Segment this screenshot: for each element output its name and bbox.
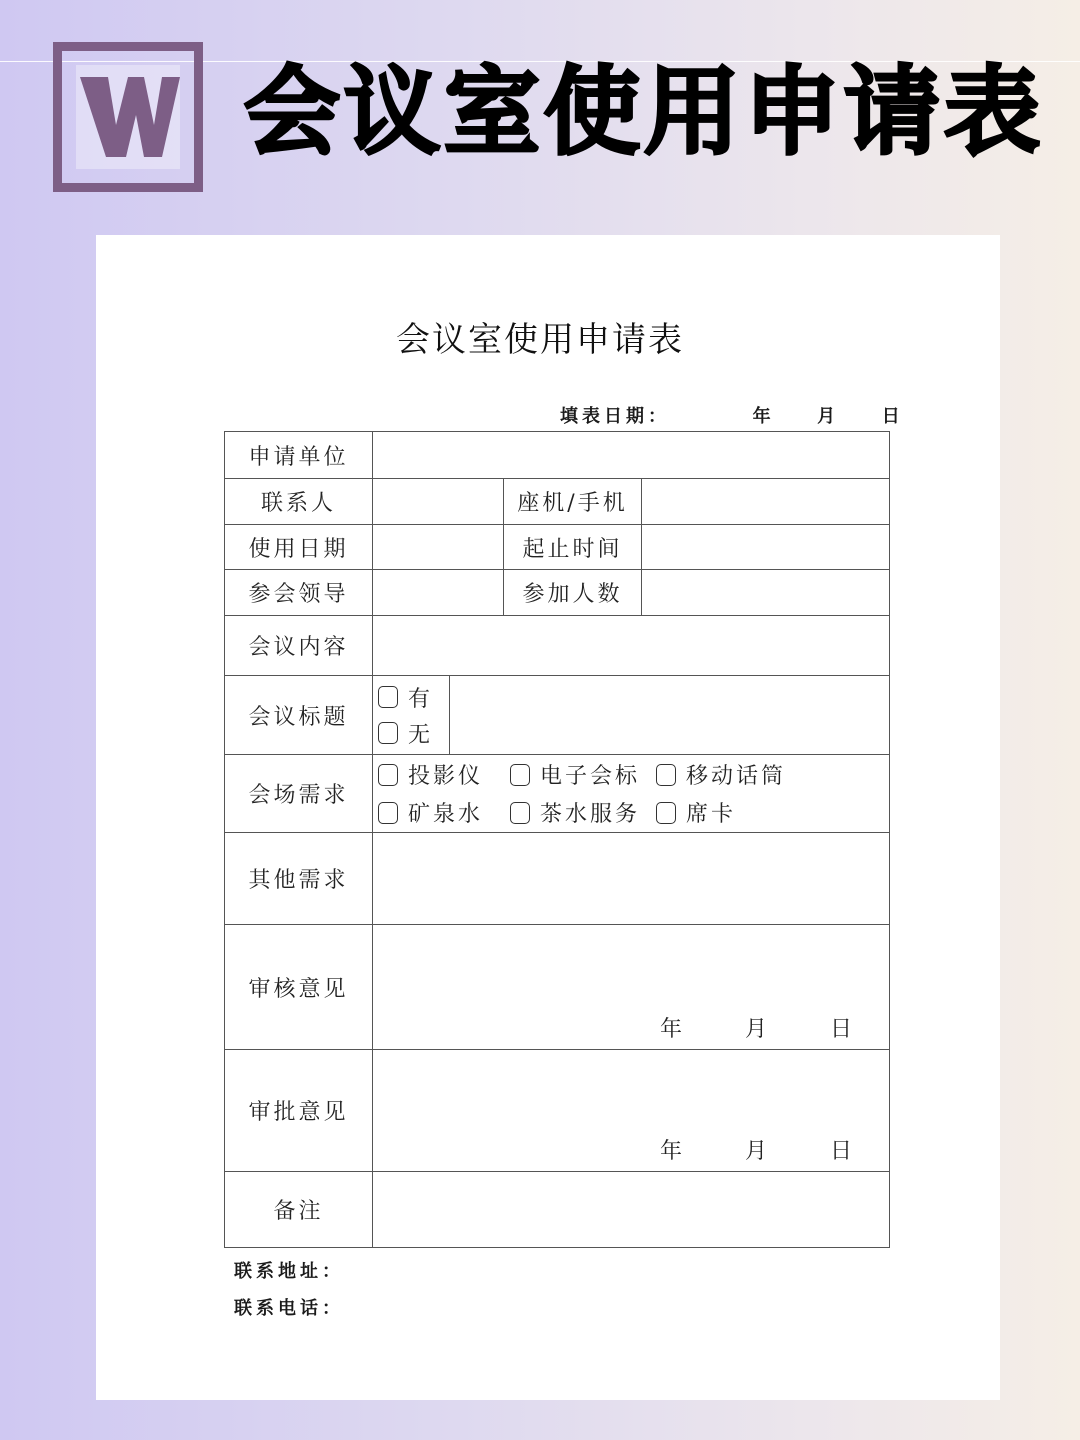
checkbox-icon[interactable] [378,722,398,744]
banner-title: 会议室使用申请表 [244,56,1044,168]
checkbox-icon[interactable] [510,802,530,824]
option-tea-service-label: 茶水服务 [540,802,641,827]
option-water[interactable] [378,797,510,828]
approval-date [660,1134,855,1165]
application-form [224,431,890,1248]
option-mobile-mic[interactable] [656,759,786,790]
review-date-year: 年 [659,1017,685,1042]
fill-date-day: 日 [881,406,904,427]
title-option-no[interactable] [378,715,449,751]
label-review-opinion: 审核意见 [225,925,373,1050]
word-logo-icon [53,42,203,192]
title-option-yes-label: 有 [408,686,434,712]
meeting-content-field[interactable] [373,616,890,676]
label-attendee-count: 参加人数 [504,570,642,616]
option-e-banner[interactable] [510,759,656,790]
label-other-needs: 其他需求 [225,833,373,925]
review-date [660,1012,855,1043]
fill-date-year: 年 [752,406,775,427]
label-approval-opinion: 审批意见 [225,1050,373,1172]
option-tea-service[interactable] [510,797,656,828]
approval-date-year: 年 [659,1139,685,1164]
label-contact-person: 联系人 [225,479,373,525]
checkbox-icon[interactable] [378,802,398,824]
attendee-count-field[interactable] [642,570,890,616]
remarks-field[interactable] [373,1172,890,1248]
option-mobile-mic-label: 移动话筒 [686,764,787,789]
footer-phone-label: 联系电话： [234,1298,344,1319]
fill-date-month: 月 [817,406,840,427]
meeting-title-field[interactable] [450,676,889,754]
option-projector[interactable] [378,759,510,790]
checkbox-icon[interactable] [656,764,676,786]
title-option-yes[interactable] [378,679,449,715]
document-title: 会议室使用申请表 [396,320,684,360]
label-meeting-content: 会议内容 [225,616,373,676]
approval-date-month: 月 [744,1139,770,1164]
approval-opinion-field[interactable] [373,1050,890,1172]
footer-address-label: 联系地址： [234,1261,344,1282]
label-meeting-title: 会议标题 [225,676,373,755]
leaders-field[interactable] [373,570,504,616]
applicant-unit-field[interactable] [373,432,890,479]
checkbox-icon[interactable] [656,802,676,824]
label-use-date: 使用日期 [225,525,373,570]
other-needs-field[interactable] [373,833,890,925]
review-date-month: 月 [744,1017,770,1042]
label-phone: 座机/手机 [504,479,642,525]
option-water-label: 矿泉水 [408,802,484,827]
title-option-no-label: 无 [408,722,434,748]
option-e-banner-label: 电子会标 [540,764,641,789]
checkbox-icon[interactable] [378,764,398,786]
option-name-card-label: 席卡 [686,802,737,827]
label-leaders: 参会领导 [225,570,373,616]
phone-field[interactable] [642,479,890,525]
use-date-field[interactable] [373,525,504,570]
time-range-field[interactable] [642,525,890,570]
fill-date-label: 填表日期： [560,406,670,427]
checkbox-icon[interactable] [510,764,530,786]
label-remarks: 备注 [225,1172,373,1248]
approval-date-day: 日 [830,1139,856,1164]
label-time-range: 起止时间 [504,525,642,570]
option-name-card[interactable] [656,797,736,828]
review-opinion-field[interactable] [373,925,890,1050]
review-date-day: 日 [830,1017,856,1042]
option-projector-label: 投影仪 [408,764,484,789]
label-applicant-unit: 申请单位 [225,432,373,479]
checkbox-icon[interactable] [378,686,398,708]
contact-person-field[interactable] [373,479,504,525]
fill-date [560,402,904,428]
label-venue-needs: 会场需求 [225,755,373,833]
